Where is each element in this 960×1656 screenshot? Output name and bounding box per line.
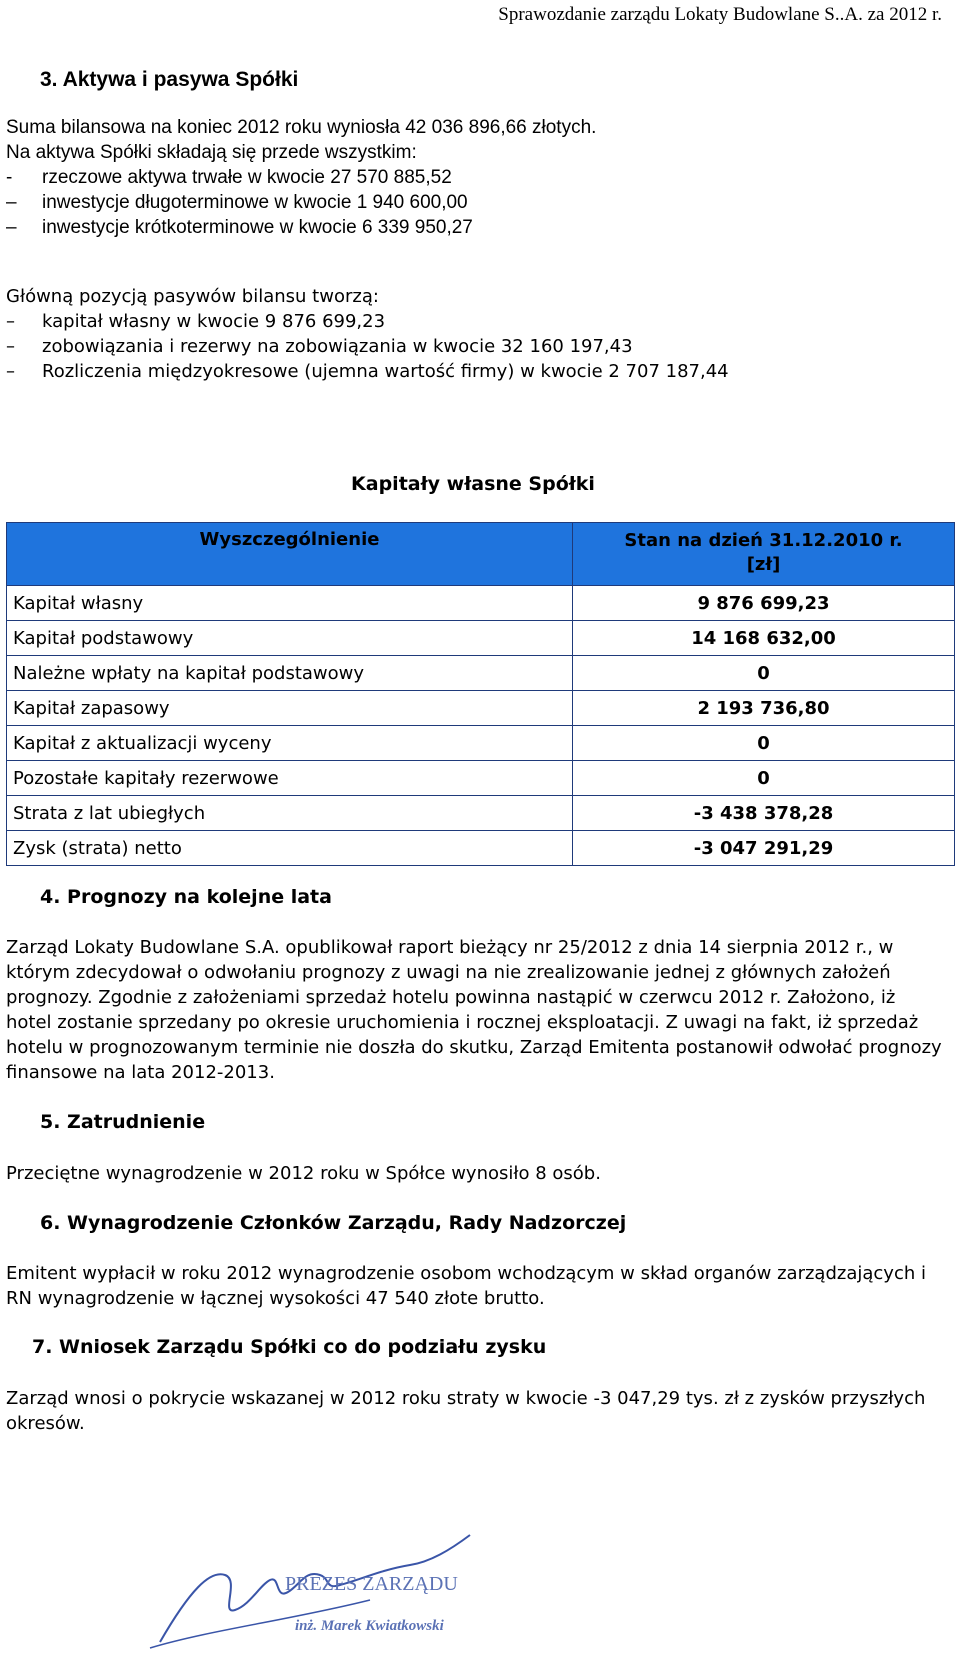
header-description: Wyszczególnienie [7, 523, 573, 586]
section-4-body: Zarząd Lokaty Budowlane S.A. opublikował raport bieżący nr 25/2012 z dnia 14 sierpnia 2012 r., w którym zdecydował o odwołaniu prognozy z uwagi na nie zrealizowanie jednej z głównych założeń prognozy. Zgodnie z założeniami sprzedaż hotelu powinna nastąpić w czerwcu 2012 r. Założono, iż hotel zostanie sprzedany po okresie uruchomienia i rocznej eksploatacji. Z uwagi na fakt, iż sprzedaż hotelu w prognozowanym terminie nie doszła do skutku, Zarząd Emitenta postanowił odwołać prognozy finansowe na lata 2012-2013. [6, 937, 942, 1083]
table-row: Zysk (strata) netto -3 047 291,29 [7, 831, 955, 866]
list-item: – Rozliczenia międzyokresowe (ujemna wartość firmy) w kwocie 2 707 187,44 [6, 361, 729, 382]
table-row: Kapitał zapasowy 2 193 736,80 [7, 691, 955, 726]
liabilities-intro: Główną pozycją pasywów bilansu tworzą: [6, 286, 379, 307]
list-item: - rzeczowe aktywa trwałe w kwocie 27 570 885,52 [6, 167, 452, 188]
liabilities-block [6, 284, 946, 384]
signature-stamp [130, 1530, 510, 1650]
balance-sum-text: Suma bilansowa na koniec 2012 roku wyniosła 42 036 896,66 złotych. [6, 117, 597, 138]
section-7-title: 7. Wniosek Zarządu Spółki co do podziału zysku [32, 1336, 547, 1358]
equity-table [6, 522, 955, 866]
list-item: – inwestycje krótkoterminowe w kwocie 6 339 950,27 [6, 217, 473, 238]
stamp-name: inż. Marek Kwiatkowski [295, 1618, 444, 1634]
table-header-row [7, 523, 955, 586]
list-item: – inwestycje długoterminowe w kwocie 1 940 600,00 [6, 192, 468, 213]
table-row: Kapitał własny 9 876 699,23 [7, 586, 955, 621]
section-7-body: Zarząd wnosi o pokrycie wskazanej w 2012 roku straty w kwocie -3 047,29 tys. zł z zysków przyszłych okresów. [6, 1388, 926, 1434]
table-row: Pozostałe kapitały rezerwowe 0 [7, 761, 955, 796]
section-6-title: 6. Wynagrodzenie Członków Zarządu, Rady Nadzorczej [40, 1212, 627, 1234]
section-5-body: Przeciętne wynagrodzenie w 2012 roku w Spółce wynosiło 8 osób. [6, 1163, 601, 1184]
table-title: Kapitały własne Spółki [351, 473, 595, 495]
header-balance-date: Stan na dzień 31.12.2010 r. [zł] [573, 523, 955, 586]
table-row: Kapitał podstawowy 14 168 632,00 [7, 621, 955, 656]
section-5-title: 5. Zatrudnienie [40, 1111, 206, 1133]
section-3-body [6, 115, 946, 240]
list-item: – kapitał własny w kwocie 9 876 699,23 [6, 311, 386, 332]
table-row: Kapitał z aktualizacji wyceny 0 [7, 726, 955, 761]
section-6-body: Emitent wypłacił w roku 2012 wynagrodzenie osobom wchodzącym w skład organów zarządzających i RN wynagrodzenie w łącznej wysokości 47 540 złote brutto. [6, 1263, 926, 1309]
table-row: Strata z lat ubiegłych -3 438 378,28 [7, 796, 955, 831]
list-item: – zobowiązania i rezerwy na zobowiązania w kwocie 32 160 197,43 [6, 336, 633, 357]
stamp-title: PREZES ZARZĄDU [285, 1573, 458, 1595]
section-4-title: 4. Prognozy na kolejne lata [40, 886, 332, 908]
page-header: Sprawozdanie zarządu Lokaty Budowlane S..A. za 2012 r. [498, 4, 942, 25]
assets-intro: Na aktywa Spółki składają się przede wszystkim: [6, 142, 417, 163]
section-3-title: 3. Aktywa i pasywa Spółki [40, 68, 299, 91]
table-row: Należne wpłaty na kapitał podstawowy 0 [7, 656, 955, 691]
